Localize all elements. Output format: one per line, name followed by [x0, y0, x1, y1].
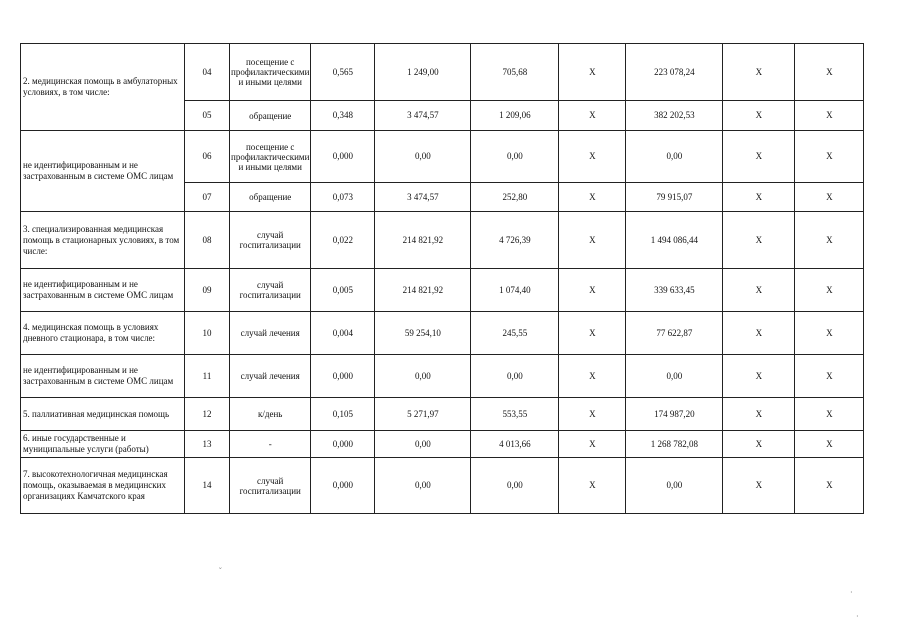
norm-cell: 0,000 — [311, 131, 375, 183]
norm-cell: 0,073 — [311, 183, 375, 212]
x-cell: X — [723, 101, 795, 131]
total-cell: 223 078,24 — [626, 44, 723, 101]
cost-cell: 0,00 — [375, 431, 471, 458]
unit-cell: обращение — [230, 101, 311, 131]
cost-cell: 0,00 — [375, 355, 471, 398]
row-code: 06 — [185, 131, 230, 183]
row-code: 08 — [185, 212, 230, 269]
unit-cell: к/день — [230, 398, 311, 431]
norm-cell: 0,000 — [311, 355, 375, 398]
x-cell: X — [723, 183, 795, 212]
data-table — [20, 43, 864, 514]
cost-cell: 3 474,57 — [375, 183, 471, 212]
per-capita-cell: 0,00 — [471, 131, 559, 183]
table-row — [21, 269, 864, 312]
unit-cell: случай лечения — [230, 312, 311, 355]
scan-speck: · — [856, 612, 859, 621]
table-row — [21, 312, 864, 355]
row-label: не идентифицированным и не застрахованным в системе ОМС лицам — [21, 355, 185, 398]
total-cell: 0,00 — [626, 131, 723, 183]
row-label: не идентифицированным и не застрахованным в системе ОМС лицам — [21, 269, 185, 312]
total-cell: 0,00 — [626, 458, 723, 514]
unit-cell: случай госпитализации — [230, 458, 311, 514]
scan-speck: · — [850, 588, 853, 597]
unit-cell: случай лечения — [230, 355, 311, 398]
table-row — [21, 398, 864, 431]
x-cell: X — [795, 458, 864, 514]
total-cell: 339 633,45 — [626, 269, 723, 312]
row-label: 4. медицинская помощь в условиях дневного стационара, в том числе: — [21, 312, 185, 355]
unit-cell: обращение — [230, 183, 311, 212]
x-cell: X — [559, 131, 626, 183]
norm-cell: 0,005 — [311, 269, 375, 312]
row-label: 2. медицинская помощь в амбулаторных условиях, в том числе: — [21, 44, 185, 131]
x-cell: X — [559, 183, 626, 212]
x-cell: X — [559, 458, 626, 514]
x-cell: X — [559, 312, 626, 355]
norm-cell: 0,565 — [311, 44, 375, 101]
per-capita-cell: 1 209,06 — [471, 101, 559, 131]
x-cell: X — [723, 312, 795, 355]
cost-cell: 5 271,97 — [375, 398, 471, 431]
x-cell: X — [559, 431, 626, 458]
row-code: 13 — [185, 431, 230, 458]
table-row — [21, 355, 864, 398]
x-cell: X — [795, 312, 864, 355]
x-cell: X — [559, 269, 626, 312]
x-cell: X — [795, 398, 864, 431]
x-cell: X — [795, 355, 864, 398]
per-capita-cell: 1 074,40 — [471, 269, 559, 312]
x-cell: X — [559, 212, 626, 269]
total-cell: 174 987,20 — [626, 398, 723, 431]
cost-cell: 214 821,92 — [375, 269, 471, 312]
cost-cell: 214 821,92 — [375, 212, 471, 269]
norm-cell: 0,000 — [311, 458, 375, 514]
norm-cell: 0,000 — [311, 431, 375, 458]
x-cell: X — [723, 269, 795, 312]
x-cell: X — [795, 101, 864, 131]
x-cell: X — [723, 131, 795, 183]
cost-cell: 3 474,57 — [375, 101, 471, 131]
row-code: 12 — [185, 398, 230, 431]
x-cell: X — [795, 183, 864, 212]
total-cell: 79 915,07 — [626, 183, 723, 212]
x-cell: X — [795, 212, 864, 269]
unit-cell: случай госпитализации — [230, 269, 311, 312]
row-label: 5. паллиативная медицинская помощь — [21, 398, 185, 431]
x-cell: X — [795, 431, 864, 458]
unit-cell: посещение с профилактическими и иными целями — [230, 131, 311, 183]
row-code: 07 — [185, 183, 230, 212]
unit-cell: посещение с профилактическими и иными целями — [230, 44, 311, 101]
per-capita-cell: 0,00 — [471, 458, 559, 514]
x-cell: X — [559, 355, 626, 398]
x-cell: X — [795, 269, 864, 312]
x-cell: X — [795, 44, 864, 101]
norm-cell: 0,348 — [311, 101, 375, 131]
per-capita-cell: 245,55 — [471, 312, 559, 355]
row-code: 10 — [185, 312, 230, 355]
row-label: не идентифицированным и не застрахованным в системе ОМС лицам — [21, 131, 185, 212]
x-cell: X — [795, 131, 864, 183]
x-cell: X — [723, 212, 795, 269]
per-capita-cell: 4 726,39 — [471, 212, 559, 269]
x-cell: X — [723, 431, 795, 458]
x-cell: X — [723, 44, 795, 101]
cost-cell: 0,00 — [375, 458, 471, 514]
row-code: 09 — [185, 269, 230, 312]
total-cell: 0,00 — [626, 355, 723, 398]
cost-cell: 0,00 — [375, 131, 471, 183]
total-cell: 1 268 782,08 — [626, 431, 723, 458]
total-cell: 382 202,53 — [626, 101, 723, 131]
table-row — [21, 131, 864, 183]
table-row — [21, 458, 864, 514]
unit-cell: случай госпитализации — [230, 212, 311, 269]
x-cell: X — [723, 355, 795, 398]
per-capita-cell: 252,80 — [471, 183, 559, 212]
table-row — [21, 212, 864, 269]
x-cell: X — [559, 398, 626, 431]
per-capita-cell: 553,55 — [471, 398, 559, 431]
scan-speck: ˘ — [219, 566, 222, 575]
unit-cell: - — [230, 431, 311, 458]
cost-cell: 1 249,00 — [375, 44, 471, 101]
per-capita-cell: 0,00 — [471, 355, 559, 398]
row-label: 3. специализированная медицинская помощь в стационарных условиях, в том числе: — [21, 212, 185, 269]
table-row — [21, 44, 864, 101]
x-cell: X — [723, 458, 795, 514]
x-cell: X — [559, 44, 626, 101]
x-cell: X — [723, 398, 795, 431]
norm-cell: 0,022 — [311, 212, 375, 269]
row-label: 7. высокотехнологичная медицинская помощь, оказываемая в медицинских организациях Камчатского края — [21, 458, 185, 514]
row-code: 05 — [185, 101, 230, 131]
row-code: 11 — [185, 355, 230, 398]
row-label: 6. иные государственные и муниципальные услуги (работы) — [21, 431, 185, 458]
table-row — [21, 431, 864, 458]
x-cell: X — [559, 101, 626, 131]
per-capita-cell: 4 013,66 — [471, 431, 559, 458]
total-cell: 1 494 086,44 — [626, 212, 723, 269]
row-code: 14 — [185, 458, 230, 514]
total-cell: 77 622,87 — [626, 312, 723, 355]
norm-cell: 0,004 — [311, 312, 375, 355]
row-code: 04 — [185, 44, 230, 101]
norm-cell: 0,105 — [311, 398, 375, 431]
per-capita-cell: 705,68 — [471, 44, 559, 101]
cost-cell: 59 254,10 — [375, 312, 471, 355]
